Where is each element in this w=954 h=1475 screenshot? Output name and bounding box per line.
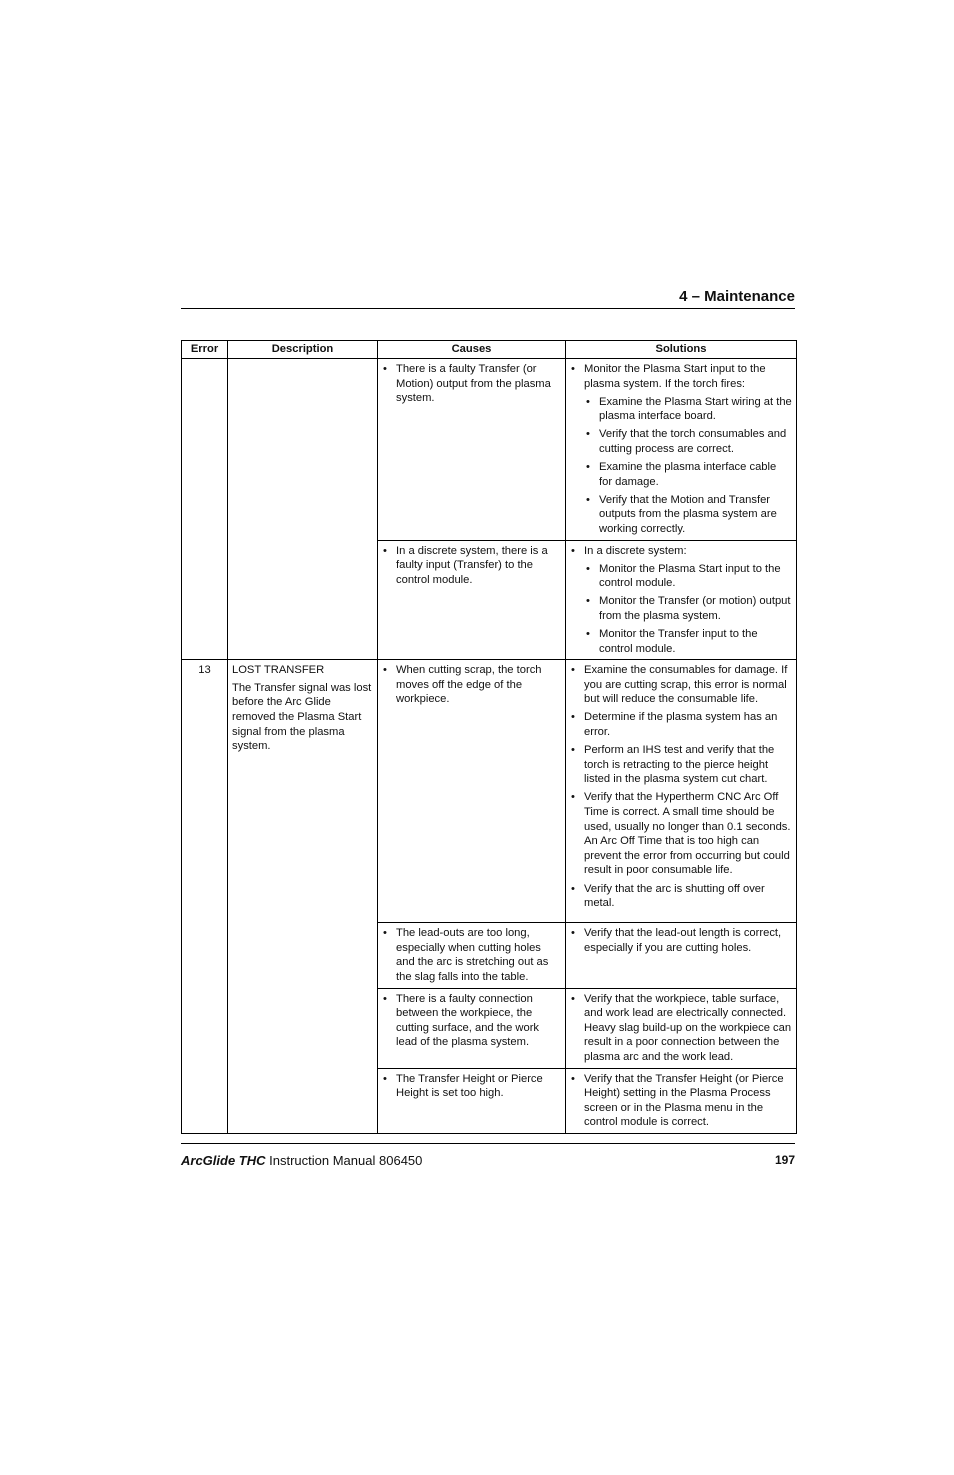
error-description: The Transfer signal was lost before the Arc Glide removed the Plasma Start signal from the plasma system. xyxy=(232,681,372,753)
section-header: 4 – Maintenance xyxy=(679,288,795,305)
solution-cell xyxy=(566,359,797,541)
table-row xyxy=(182,359,797,541)
cause-item: • The lead-outs are too long, especially when cutting holes and the arc is stretching out as the slag falls into the table. xyxy=(382,926,561,984)
header-rule xyxy=(181,308,795,309)
col-header-causes: Causes xyxy=(378,341,566,359)
solution-cell xyxy=(566,540,797,660)
description-cell xyxy=(228,660,378,1134)
cause-cell xyxy=(378,1068,566,1133)
solution-text: Monitor the Plasma Start input to the plasma system. If the torch fires: xyxy=(584,363,766,390)
product-name: ArcGlide THC xyxy=(181,1153,266,1168)
cause-item: • In a discrete system, there is a faulty input (Transfer) to the control module. xyxy=(382,544,561,588)
sub-solution-item: • Verify that the Motion and Transfer outputs from the plasma system are working correctly. xyxy=(584,493,792,537)
page-number: 197 xyxy=(774,1153,795,1167)
col-header-description: Description xyxy=(228,341,378,359)
table-header-row xyxy=(182,341,797,359)
cause-item: • There is a faulty connection between the workpiece, the cutting surface, and the work lead of the plasma system. xyxy=(382,992,561,1050)
description-cell xyxy=(228,359,378,660)
cause-cell xyxy=(378,540,566,660)
solution-text: In a discrete system: xyxy=(584,544,687,557)
solution-item: • Perform an IHS test and verify that the torch is retracting to the pierce height listed in the plasma system cut chart. xyxy=(570,743,792,787)
cause-cell xyxy=(378,988,566,1068)
error-table xyxy=(181,340,797,1134)
cause-item: • When cutting scrap, the torch moves off the edge of the workpiece. xyxy=(382,663,561,707)
table-row xyxy=(182,660,797,923)
solution-item: • Verify that the lead-out length is correct, especially if you are cutting holes. xyxy=(570,926,792,955)
error-cell xyxy=(182,359,228,660)
col-header-solutions: Solutions xyxy=(566,341,797,359)
footer xyxy=(181,1153,795,1168)
error-code: 13 xyxy=(182,660,228,1134)
sub-solution-item: • Examine the plasma interface cable for damage. xyxy=(584,460,792,489)
sub-solution-item: • Examine the Plasma Start wiring at the plasma interface board. xyxy=(584,395,792,424)
sub-solution-item: • Monitor the Transfer input to the control module. xyxy=(584,627,792,656)
solution-item: • Verify that the Hypertherm CNC Arc Off Time is correct. A small time should be used, usually no longer than 0.1 seconds. An Arc Off Time that is too high can prevent the error from occurring but could result in poor consumable life. xyxy=(570,790,792,878)
part-number: 806450 xyxy=(379,1153,423,1168)
solution-item: • Verify that the arc is shutting off over metal. xyxy=(570,882,792,911)
footer-rule xyxy=(181,1143,795,1144)
solution-item: • Determine if the plasma system has an error. xyxy=(570,710,792,739)
solution-item: • Verify that the workpiece, table surface, and work lead are electrically connected. Heavy slag build-up on the workpiece can result in a poor connection between the plasma arc and the work lead. xyxy=(570,992,792,1065)
cause-item: • The Transfer Height or Pierce Height is set too high. xyxy=(382,1072,561,1101)
cause-cell xyxy=(378,660,566,923)
sub-solution-item: • Verify that the torch consumables and cutting process are correct. xyxy=(584,427,792,456)
solution-cell xyxy=(566,988,797,1068)
solution-cell xyxy=(566,660,797,923)
error-title: LOST TRANSFER xyxy=(232,664,325,677)
manual-label: Instruction Manual xyxy=(269,1153,376,1168)
col-header-error: Error xyxy=(182,341,228,359)
solution-item xyxy=(570,362,792,537)
cause-cell xyxy=(378,923,566,988)
cause-cell xyxy=(378,359,566,541)
sub-solution-item: • Monitor the Plasma Start input to the control module. xyxy=(584,562,792,591)
cause-item: • There is a faulty Transfer (or Motion) output from the plasma system. xyxy=(382,362,561,406)
solution-item: • Verify that the Transfer Height (or Pierce Height) setting in the Plasma Process screen or in the Plasma menu in the control module is correct. xyxy=(570,1072,792,1130)
solution-item xyxy=(570,544,792,657)
solution-item: • Examine the consumables for damage. If you are cutting scrap, this error is normal but will reduce the consumable life. xyxy=(570,663,792,707)
sub-solution-item: • Monitor the Transfer (or motion) output from the plasma system. xyxy=(584,594,792,623)
solution-cell xyxy=(566,1068,797,1133)
solution-cell xyxy=(566,923,797,988)
